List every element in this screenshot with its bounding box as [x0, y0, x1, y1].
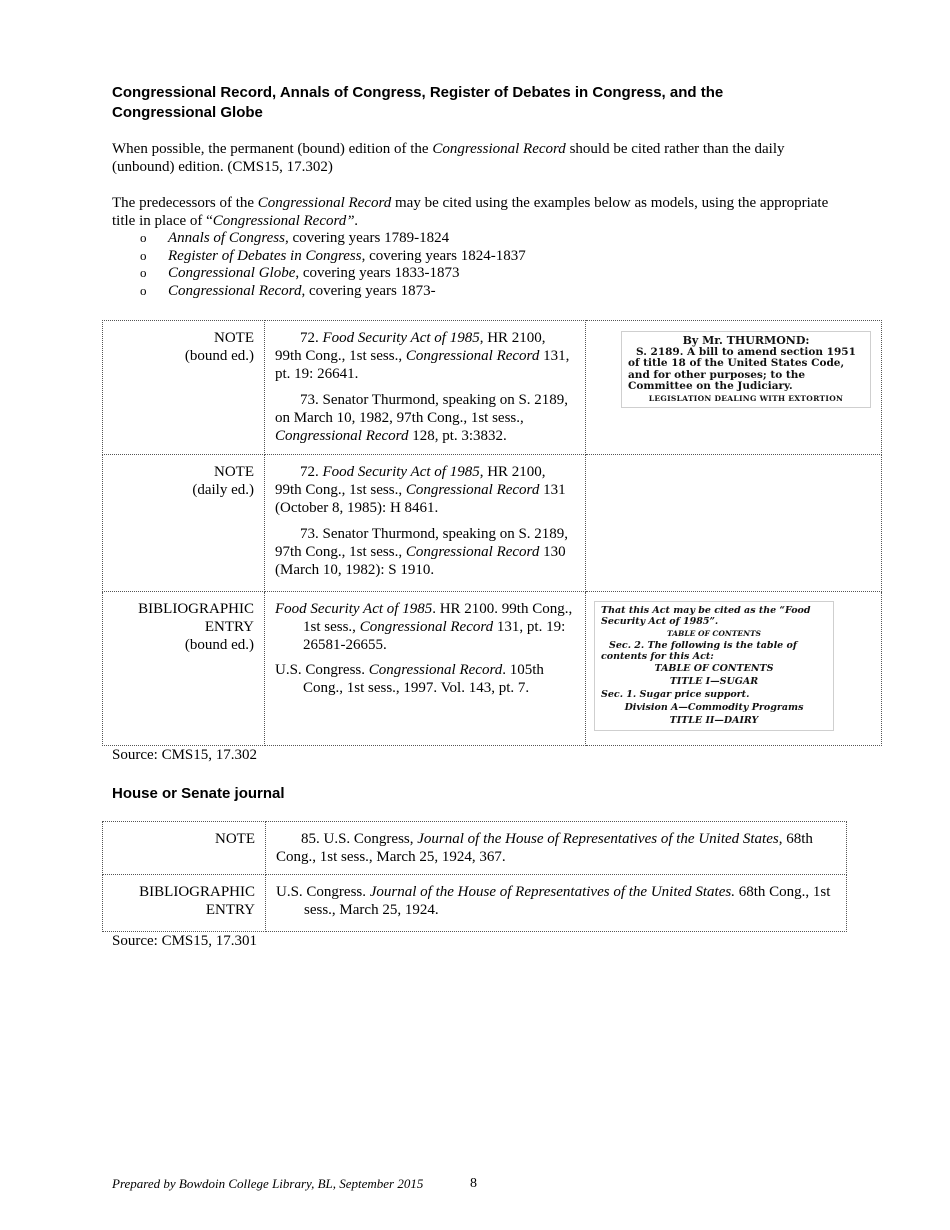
text: 131, pt. 19: 26581-26655.	[303, 619, 566, 653]
journal-citation-table	[102, 821, 847, 932]
note-72	[275, 329, 575, 383]
clipping-line: LEGISLATION DEALING WITH EXTORTION	[648, 393, 844, 403]
clipping-line: Sec. 1. Sugar price support.	[601, 689, 750, 700]
label-line: (bound ed.)	[184, 348, 254, 364]
title-italic: Congressional Record”.	[212, 213, 359, 229]
text: 85. U.S. Congress,	[301, 831, 418, 847]
congressional-record-citation-table	[102, 320, 882, 746]
list-item	[112, 229, 526, 247]
bibliographic-examples	[265, 592, 586, 746]
title-italic: Congressional Record	[432, 141, 566, 157]
list-item-title: Congressional Record	[168, 282, 302, 299]
text: 72.	[300, 330, 323, 346]
list-item-title: Register of Debates in Congress	[168, 247, 362, 264]
text: 130 (March 10, 1982): S 1910.	[275, 544, 566, 578]
note-73	[275, 525, 575, 579]
text: 131 (October 8, 1985): H 8461.	[275, 482, 566, 516]
label-line: BIBLIOGRAPHIC	[139, 884, 255, 900]
paragraph-bound-edition	[112, 140, 832, 176]
list-item	[112, 282, 526, 300]
text: 72.	[300, 464, 323, 480]
text: , 68th Cong., 1st sess., March 25, 1924, 367.	[276, 831, 813, 865]
text: 131, pt. 19: 26641.	[275, 348, 570, 382]
note-73	[275, 391, 575, 445]
list-item-text: , covering years 1789-1824	[284, 230, 450, 246]
label-line: ENTRY	[205, 902, 255, 918]
text: should be cited rather than the daily (unbound) edition. (CMS15, 17.302)	[112, 141, 785, 175]
bib-entry-food-security	[275, 600, 575, 654]
text: may be cited using the examples below as models, using the appropriate title in place of “	[112, 195, 829, 229]
empty-cell	[586, 455, 882, 592]
text: When possible, the permanent (bound) edition of the	[112, 141, 433, 157]
title-italic: Congressional Record	[405, 348, 540, 364]
clipping-line: Sec. 2. The following is the table of contents for this Act:	[601, 640, 797, 662]
title-italic: Congressional Record	[359, 619, 494, 635]
clipping-cell	[586, 321, 882, 455]
page-footer: Prepared by Bowdoin College Library, BL, September 2015	[112, 1176, 424, 1191]
act-clipping-image	[594, 601, 834, 731]
clipping-line: Division A—Commodity Programs	[624, 702, 804, 713]
clipping-line: S. 2189. A bill to amend section 1951 of title 18 of the United States Code, and for other purposes; to the Committee on the Judiciary.	[628, 345, 856, 392]
title-italic: Journal of the House of Representatives of the United States	[417, 831, 779, 847]
note-examples-daily	[265, 455, 586, 592]
text: 73. Senator Thurmond, speaking on S. 2189, 97th Cong., 1st sess.,	[275, 526, 569, 560]
label-line: (bound ed.)	[184, 637, 254, 653]
bullet-marker: o	[140, 282, 147, 298]
text: , HR 2100, 99th Cong., 1st sess.,	[275, 330, 546, 364]
list-item-text: , covering years 1873-	[301, 282, 436, 299]
paragraph-predecessors	[112, 194, 832, 230]
clipping-line: TITLE I—SUGAR	[669, 676, 759, 687]
source-note-17-302: Source: CMS15, 17.302	[112, 747, 258, 763]
clipping-line: That this Act may be cited as the “Food Security Act of 1985”.	[601, 605, 811, 627]
predecessor-list	[112, 229, 526, 299]
list-item-text: , covering years 1833-1873	[295, 265, 460, 281]
clipping-line: By Mr. THURMOND:	[682, 334, 810, 347]
text: . 105th Cong., 1st sess., 1997. Vol. 143, pt. 7.	[303, 662, 544, 696]
text: U.S. Congress.	[276, 884, 370, 900]
table-row	[103, 321, 882, 455]
record-clipping-image	[621, 331, 871, 408]
section-heading-congressional-record: Congressional Record, Annals of Congress, Register of Debates in Congress, and the Congressional Globe	[112, 84, 724, 121]
text: U.S. Congress.	[275, 662, 369, 678]
label-line: BIBLIOGRAPHIC	[138, 601, 254, 617]
list-item	[112, 247, 526, 265]
table-row	[103, 822, 847, 875]
row-label-note-bound	[103, 321, 265, 455]
text: . HR 2100. 99th Cong., 1st sess.,	[303, 601, 573, 635]
bullet-marker: o	[140, 230, 147, 245]
list-item-title: Congressional Globe	[168, 265, 296, 281]
journal-note-example	[266, 822, 847, 875]
clipping-line: TABLE OF CONTENTS	[667, 629, 761, 638]
row-label-note	[103, 822, 266, 875]
list-item-text: , covering years 1824-1837	[361, 247, 526, 264]
row-label-bibliographic-bound	[103, 592, 265, 746]
title-italic: Congressional Record	[275, 428, 409, 444]
source-note-17-301: Source: CMS15, 17.301	[112, 933, 258, 949]
title-italic: Food Security Act of 1985	[275, 601, 433, 617]
text: 68th Cong., 1st sess., March 25, 1924.	[304, 884, 831, 918]
bullet-marker: o	[140, 265, 147, 280]
table-row	[103, 875, 847, 932]
label-line: NOTE	[214, 330, 254, 346]
text: , HR 2100, 99th Cong., 1st sess.,	[275, 464, 546, 498]
list-item-title: Annals of Congress	[168, 230, 285, 246]
note-85	[276, 830, 836, 866]
bib-entry-journal	[276, 883, 836, 919]
bullet-marker: o	[140, 247, 147, 263]
row-label-bibliographic	[103, 875, 266, 932]
bib-entry-us-congress	[275, 661, 575, 697]
title-italic: Food Security Act of 1985	[322, 464, 480, 480]
table-row	[103, 455, 882, 592]
title-italic: Congressional Record	[405, 544, 540, 560]
title-italic: Food Security Act of 1985	[322, 330, 480, 346]
title-italic: Congressional Record	[405, 482, 540, 498]
clipping-line: TABLE OF CONTENTS	[654, 663, 774, 674]
page-number: 8	[470, 1176, 477, 1191]
section-heading-journal: House or Senate journal	[112, 785, 285, 802]
label-line: ENTRY	[204, 619, 254, 635]
row-label-note-daily	[103, 455, 265, 592]
note-examples-bound	[265, 321, 586, 455]
label-line: (daily ed.)	[192, 482, 254, 498]
clipping-cell	[586, 592, 882, 746]
title-italic: Journal of the House of Representatives of the United States.	[369, 884, 735, 900]
clipping-line: TITLE II—DAIRY	[669, 715, 759, 726]
title-italic: Congressional Record	[368, 662, 503, 678]
title-italic: Congressional Record	[257, 195, 392, 211]
note-72	[275, 463, 575, 517]
text: The predecessors of the	[112, 195, 258, 211]
label-line: NOTE	[215, 831, 255, 847]
list-item	[112, 264, 526, 282]
text: 73. Senator Thurmond, speaking on S. 2189, on March 10, 1982, 97th Cong., 1st sess.,	[275, 392, 569, 426]
label-line: NOTE	[214, 464, 254, 480]
table-row	[103, 592, 882, 746]
journal-bib-example	[266, 875, 847, 932]
text: 128, pt. 3:3832.	[408, 428, 507, 444]
